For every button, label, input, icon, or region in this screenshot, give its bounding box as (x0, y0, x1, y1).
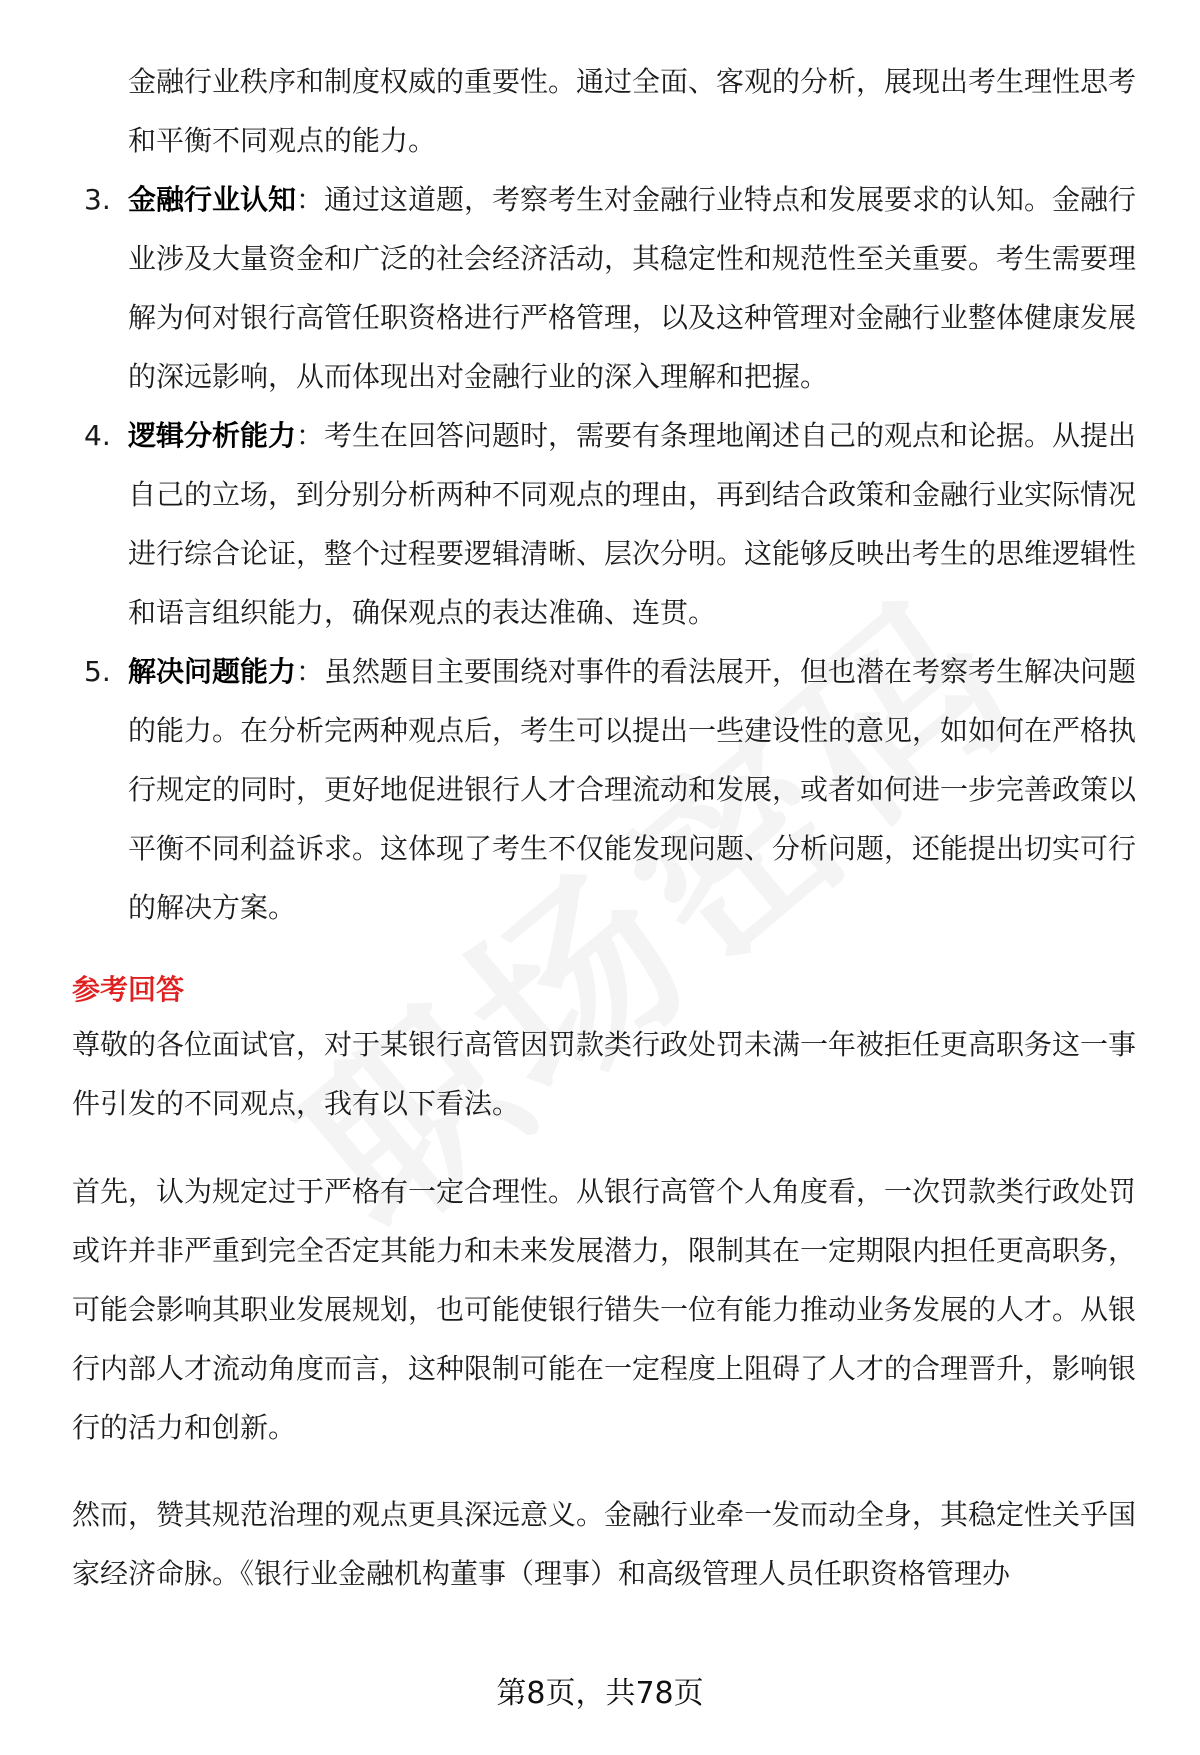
page-footer: 第8页，共78页 (496, 1676, 704, 1711)
point-title: 逻辑分析能力 (128, 419, 297, 452)
list-number: 5. (84, 655, 111, 688)
section-title: 参考回答 (72, 973, 185, 1006)
answer-paragraph: 尊敬的各位面试官，对于某银行高管因罚款类行政处罚未满一年被拒任更高职务这一事件引发的不同观点，我有以下看法。 (72, 1028, 1137, 1120)
continuation-text: 金融行业秩序和制度权威的重要性。通过全面、客观的分析，展现出考生理性思考和平衡不同观点的能力。 (128, 65, 1137, 157)
point-title: 金融行业认知 (128, 183, 297, 216)
point-title: 解决问题能力 (128, 655, 297, 688)
point-text: ：考生在回答问题时，需要有条理地阐述自己的观点和论据。从提出自己的立场，到分别分析两种不同观点的理由，再到结合政策和金融行业实际情况进行综合论证，整个过程要逻辑清晰、层次分明。这能够反映出考生的思维逻辑性和语言组织能力，确保观点的表达准确、连贯。 (128, 419, 1137, 629)
point-text: ：虽然题目主要围绕对事件的看法展开，但也潜在考察考生解决问题的能力。在分析完两种观点后，考生可以提出一些建设性的意见，如如何在严格执行规定的同时，更好地促进银行人才合理流动和发展，或者如何进一步完善政策以平衡不同利益诉求。这体现了考生不仅能发现问题、分析问题，还能提出切实可行的解决方案。 (128, 655, 1137, 924)
answer-paragraph: 首先，认为规定过于严格有一定合理性。从银行高管个人角度看，一次罚款类行政处罚或许并非严重到完全否定其能力和未来发展潜力，限制其在一定期限内担任更高职务，可能会影响其职业发展规划，也可能使银行错失一位有能力推动业务发展的人才。从银行内部人才流动角度而言，这种限制可能在一定程度上阻碍了人才的合理晋升，影响银行的活力和创新。 (72, 1175, 1137, 1444)
list-number: 4. (84, 419, 111, 452)
answer-paragraph: 然而，赞其规范治理的观点更具深远意义。金融行业牵一发而动全身，其稳定性关乎国家经济命脉。《银行业金融机构董事（理事）和高级管理人员任职资格管理办 (72, 1498, 1137, 1590)
point-text: ：通过这道题，考察考生对金融行业特点和发展要求的认知。金融行业涉及大量资金和广泛的社会经济活动，其稳定性和规范性至关重要。考生需要理解为何对银行高管任职资格进行严格管理，以及这种管理对金融行业整体健康发展的深远影响，从而体现出对金融行业的深入理解和把握。 (128, 183, 1137, 393)
evaluation-points-list (70, 170, 1148, 937)
list-number: 3. (84, 183, 111, 216)
list-item (70, 642, 1148, 937)
list-item (70, 170, 1148, 406)
list-item (70, 406, 1148, 642)
